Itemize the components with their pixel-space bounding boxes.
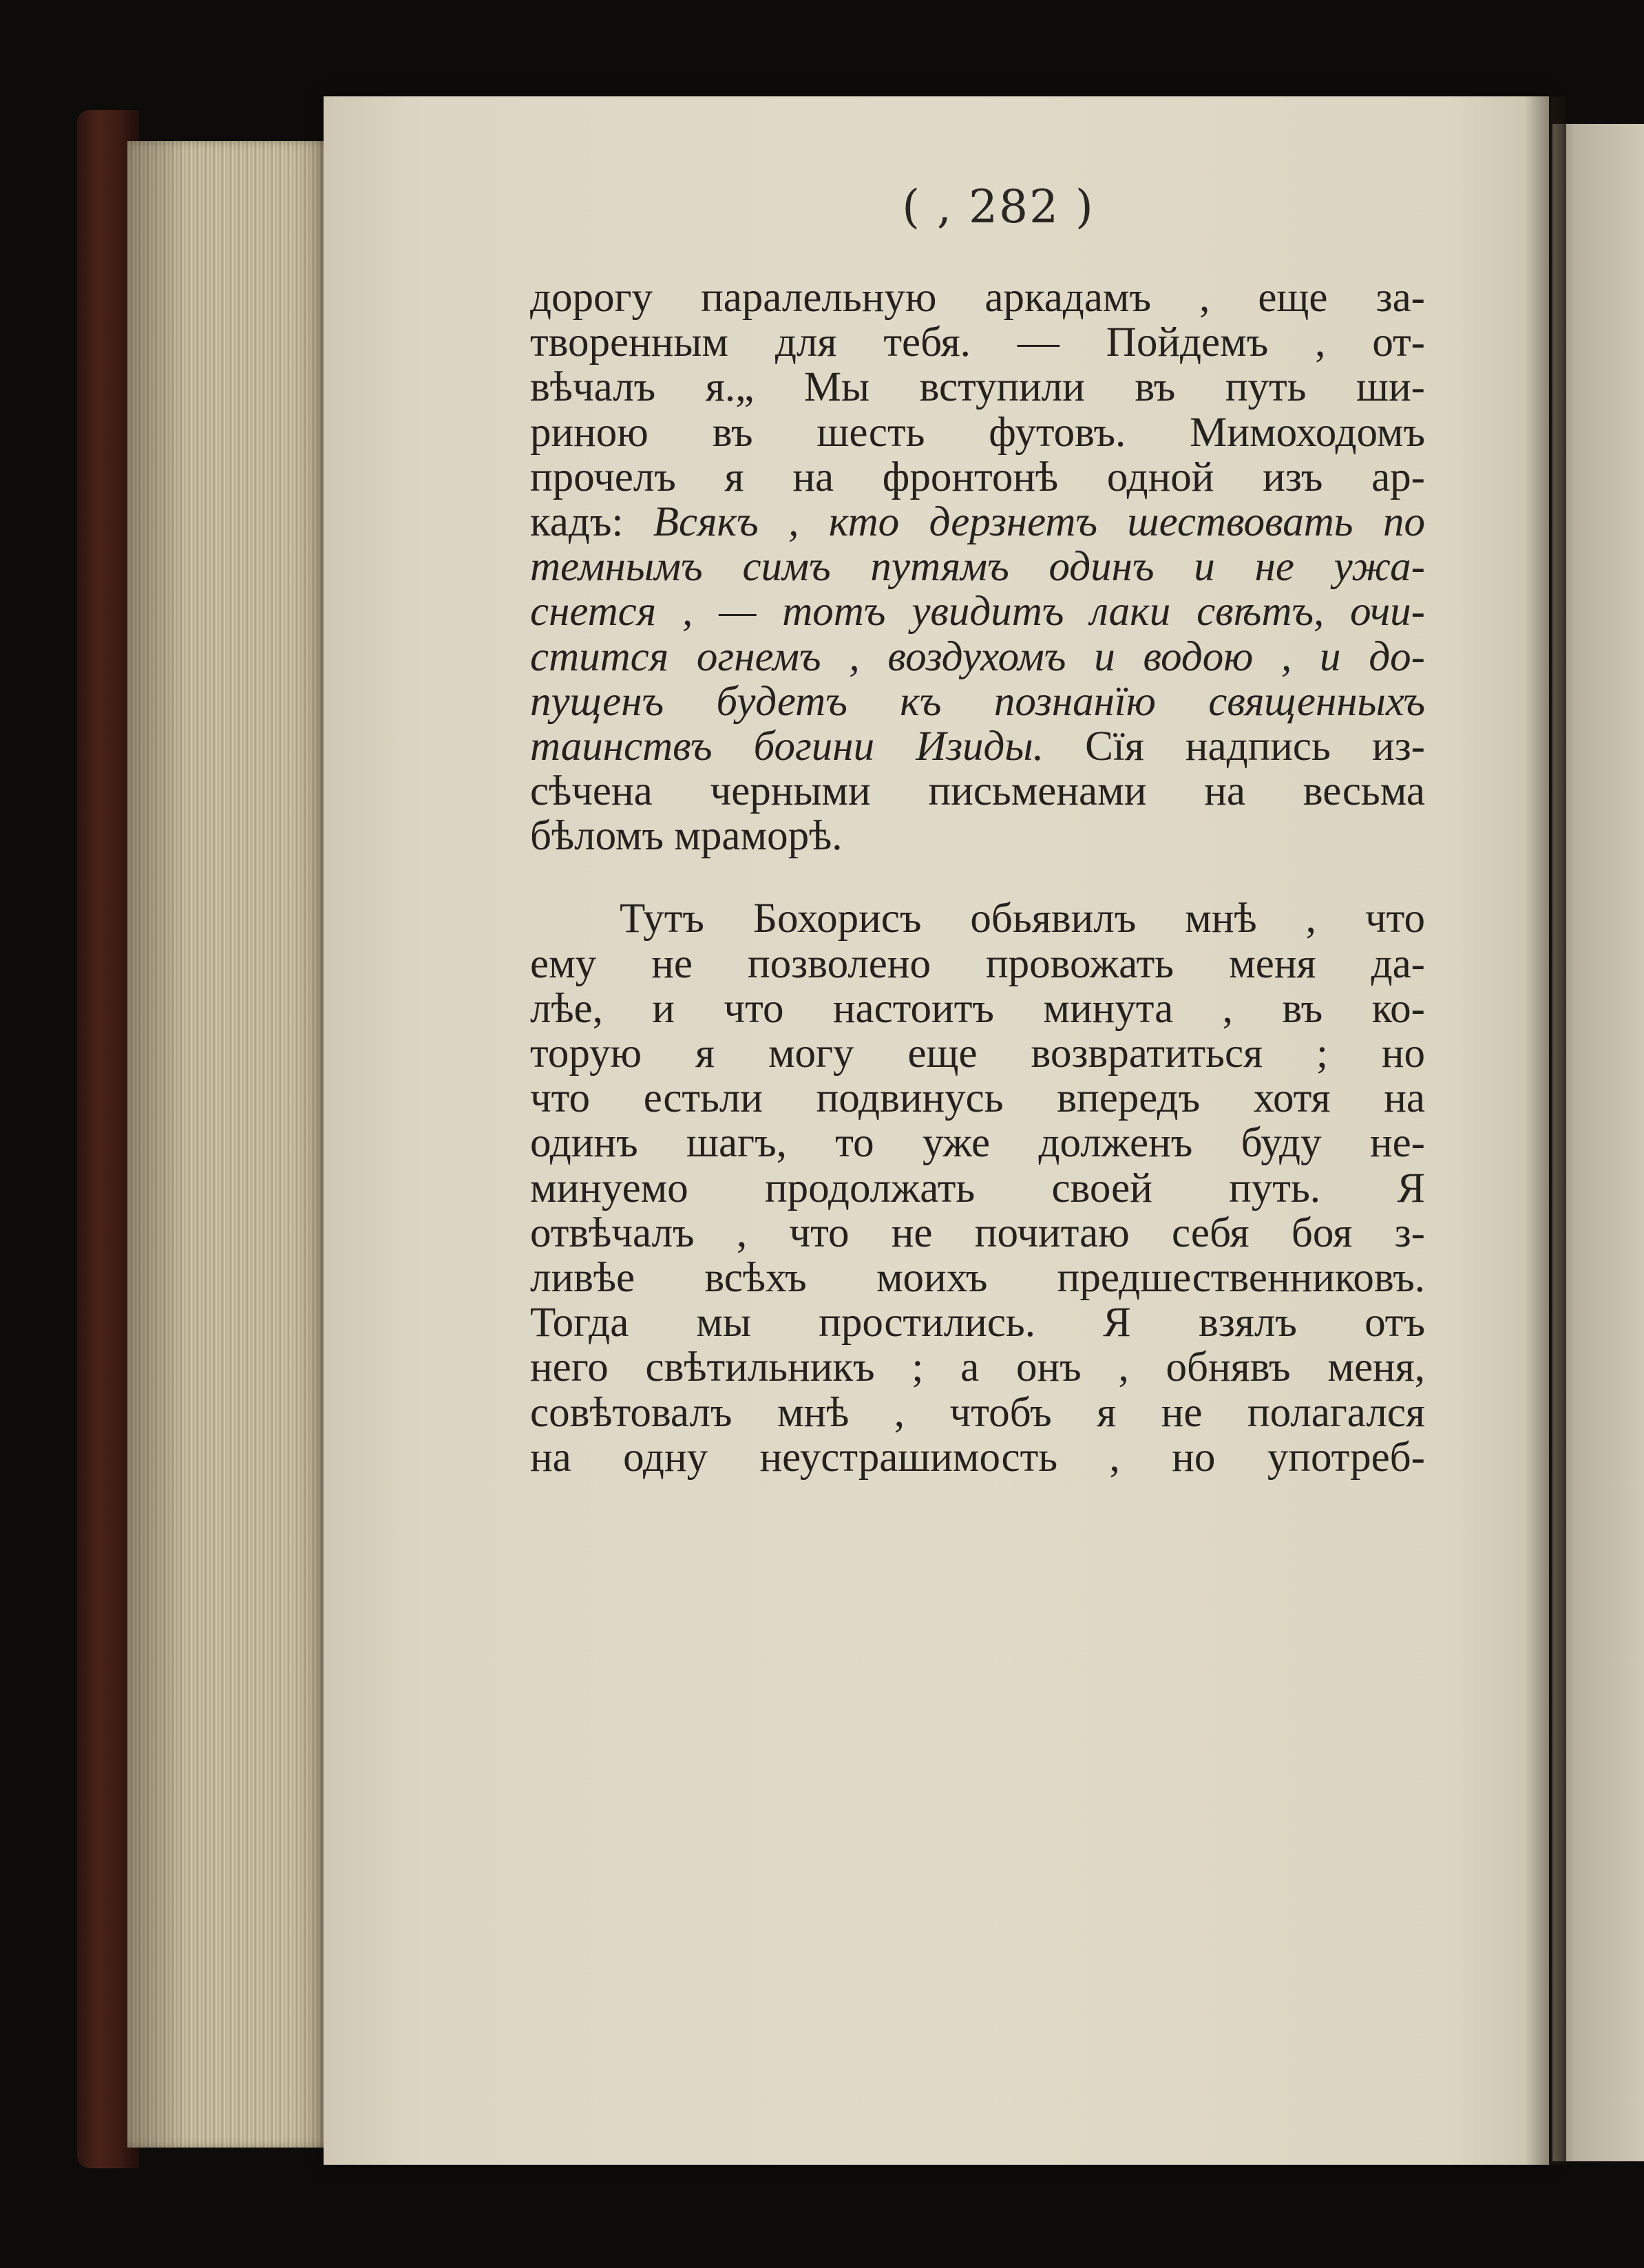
text-segment: одинъ шагъ, то уже долженъ буду не- xyxy=(530,1121,1425,1166)
text-line xyxy=(530,814,1425,858)
text-segment: бѣломъ мраморѣ. xyxy=(530,814,843,859)
page-text xyxy=(530,275,1425,1480)
italic-text: темнымъ симъ путямъ одинъ и не ужа- xyxy=(530,544,1425,590)
text-segment: лѣе, и что настоитъ минута , въ ко- xyxy=(530,986,1425,1031)
text-line xyxy=(530,1031,1425,1076)
text-line xyxy=(530,1300,1425,1345)
text-line xyxy=(530,679,1425,724)
text-segment: ливѣе всѣхъ моихъ предшественниковъ. xyxy=(530,1255,1425,1301)
text-line xyxy=(530,1076,1425,1121)
italic-text: Всякъ , кто дерзнетъ шествовать по xyxy=(653,499,1425,545)
text-line xyxy=(530,1390,1425,1435)
text-segment: ему не позволено провожать меня да- xyxy=(530,941,1425,986)
text-segment: прочелъ я на фронтонѣ одной изъ ар- xyxy=(530,454,1425,500)
italic-text: пущенъ будетъ къ познанїю священныхъ xyxy=(530,679,1425,724)
text-line xyxy=(530,500,1425,544)
text-segment: сѣчена черными письменами на весьма xyxy=(530,769,1425,814)
text-line xyxy=(530,896,1425,941)
text-line xyxy=(530,275,1425,320)
gutter-shadow xyxy=(1525,96,1566,2165)
text-segment: отвѣчалъ , что не почитаю себя боя з- xyxy=(530,1210,1425,1255)
page-edges xyxy=(127,141,334,2148)
text-line xyxy=(530,544,1425,589)
text-segment: Тогда мы простились. Я взялъ отъ xyxy=(530,1300,1425,1346)
text-segment: кадъ: xyxy=(530,499,653,545)
text-line xyxy=(530,455,1425,500)
text-segment: на одну неустрашимость , но употреб- xyxy=(530,1434,1425,1480)
text-segment: него свѣтильникъ ; а онъ , обнявъ меня, xyxy=(530,1345,1425,1390)
italic-text: таинствъ богини Изиды. xyxy=(530,723,1044,770)
text-segment: Сїя надпись из- xyxy=(1043,723,1425,770)
text-line xyxy=(530,410,1425,455)
text-line xyxy=(530,1345,1425,1390)
text-line xyxy=(530,1211,1425,1255)
text-line xyxy=(530,635,1425,679)
text-segment: минуемо продолжать своей путь. Я xyxy=(530,1165,1425,1211)
text-line xyxy=(530,769,1425,814)
text-line xyxy=(530,1255,1425,1300)
page-number: ( , 282 ) xyxy=(902,180,1095,233)
text-line xyxy=(530,942,1425,986)
text-line xyxy=(530,589,1425,634)
text-line xyxy=(530,1121,1425,1165)
text-segment: торую я могу еще возвратиться ; но xyxy=(530,1031,1425,1077)
text-segment: совѣтовалъ мнѣ , чтобъ я не полагался xyxy=(530,1390,1425,1435)
text-segment: дорогу паралельную аркадамъ , еще за- xyxy=(530,275,1425,321)
italic-text: снется , — тотъ увидитъ лаки свѣтъ, очи- xyxy=(530,589,1425,635)
text-line xyxy=(530,320,1425,365)
text-segment: творенным для тебя. — Пойдемъ , от- xyxy=(530,320,1425,365)
text-line xyxy=(530,986,1425,1031)
text-segment: риною въ шесть футовъ. Мимоходомъ xyxy=(530,410,1425,455)
text-segment: вѣчалъ я.„ Мы вступили въ путь ши- xyxy=(530,365,1425,410)
text-line xyxy=(530,724,1425,769)
text-line xyxy=(530,365,1425,410)
text-line xyxy=(530,1166,1425,1211)
text-segment: Тутъ Бохорисъ обьявилъ мнѣ , что xyxy=(620,896,1425,942)
italic-text: стится огнемъ , воздухомъ и водою , и до- xyxy=(530,634,1425,679)
text-segment: что естьли подвинусь впередъ хотя на xyxy=(530,1076,1425,1121)
text-line xyxy=(530,1435,1425,1480)
